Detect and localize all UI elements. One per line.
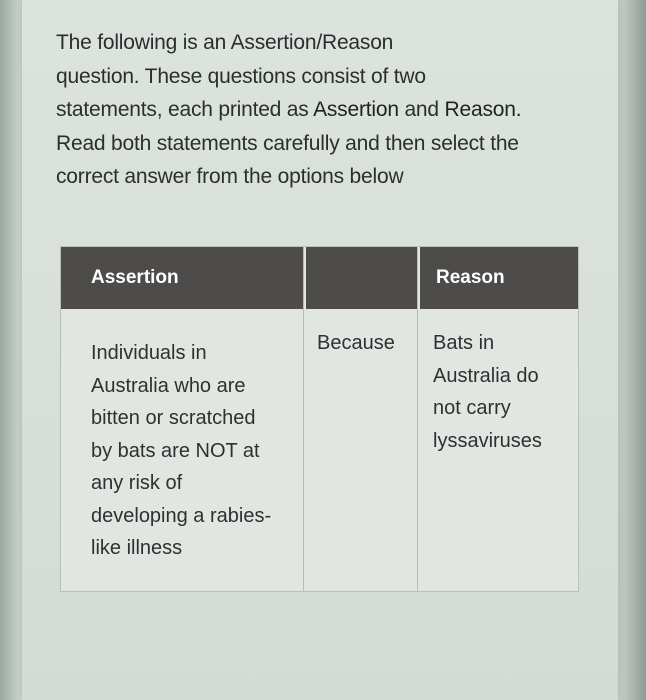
- instruction-line: question. These questions consist of two: [56, 64, 426, 88]
- reason-line: Bats in: [433, 332, 495, 354]
- assertion-line: any risk of: [91, 472, 183, 494]
- assertion-line: by bats are NOT at: [91, 439, 260, 462]
- assertion-line: like illness: [91, 537, 183, 559]
- assertion-header: Assertion: [61, 247, 303, 309]
- instruction-line: Read both statements carefully and then select the: [56, 131, 519, 155]
- assertion-line: Individuals in: [91, 342, 207, 364]
- column-divider: [417, 247, 418, 591]
- middle-header: [306, 247, 417, 309]
- connector-cell: [317, 327, 417, 360]
- because-label: Because: [317, 332, 395, 354]
- instruction-line: statements, each printed as: [56, 98, 314, 121]
- assertion-line: bitten or scratched: [91, 407, 256, 429]
- column-divider: [303, 247, 304, 591]
- instruction-line: correct answer from the options below: [56, 165, 404, 188]
- assertion-reason-table: [60, 246, 579, 592]
- assertion-keyword: Assertion: [313, 98, 399, 121]
- question-instructions: [56, 26, 576, 194]
- reason-keyword: Reason.: [444, 98, 522, 121]
- and-word: and: [398, 98, 445, 121]
- question-page: [22, 0, 618, 700]
- instruction-line: The following is an Assertion/Reason: [56, 31, 394, 54]
- assertion-cell: [91, 337, 296, 565]
- assertion-line: Australia who are: [91, 374, 246, 397]
- reason-line: not carry: [433, 397, 511, 419]
- reason-line: Australia do: [433, 364, 539, 387]
- reason-cell: [433, 327, 573, 457]
- assertion-line: developing a rabies-: [91, 504, 272, 527]
- reason-line: lyssaviruses: [433, 429, 542, 452]
- reason-header: Reason: [420, 247, 578, 309]
